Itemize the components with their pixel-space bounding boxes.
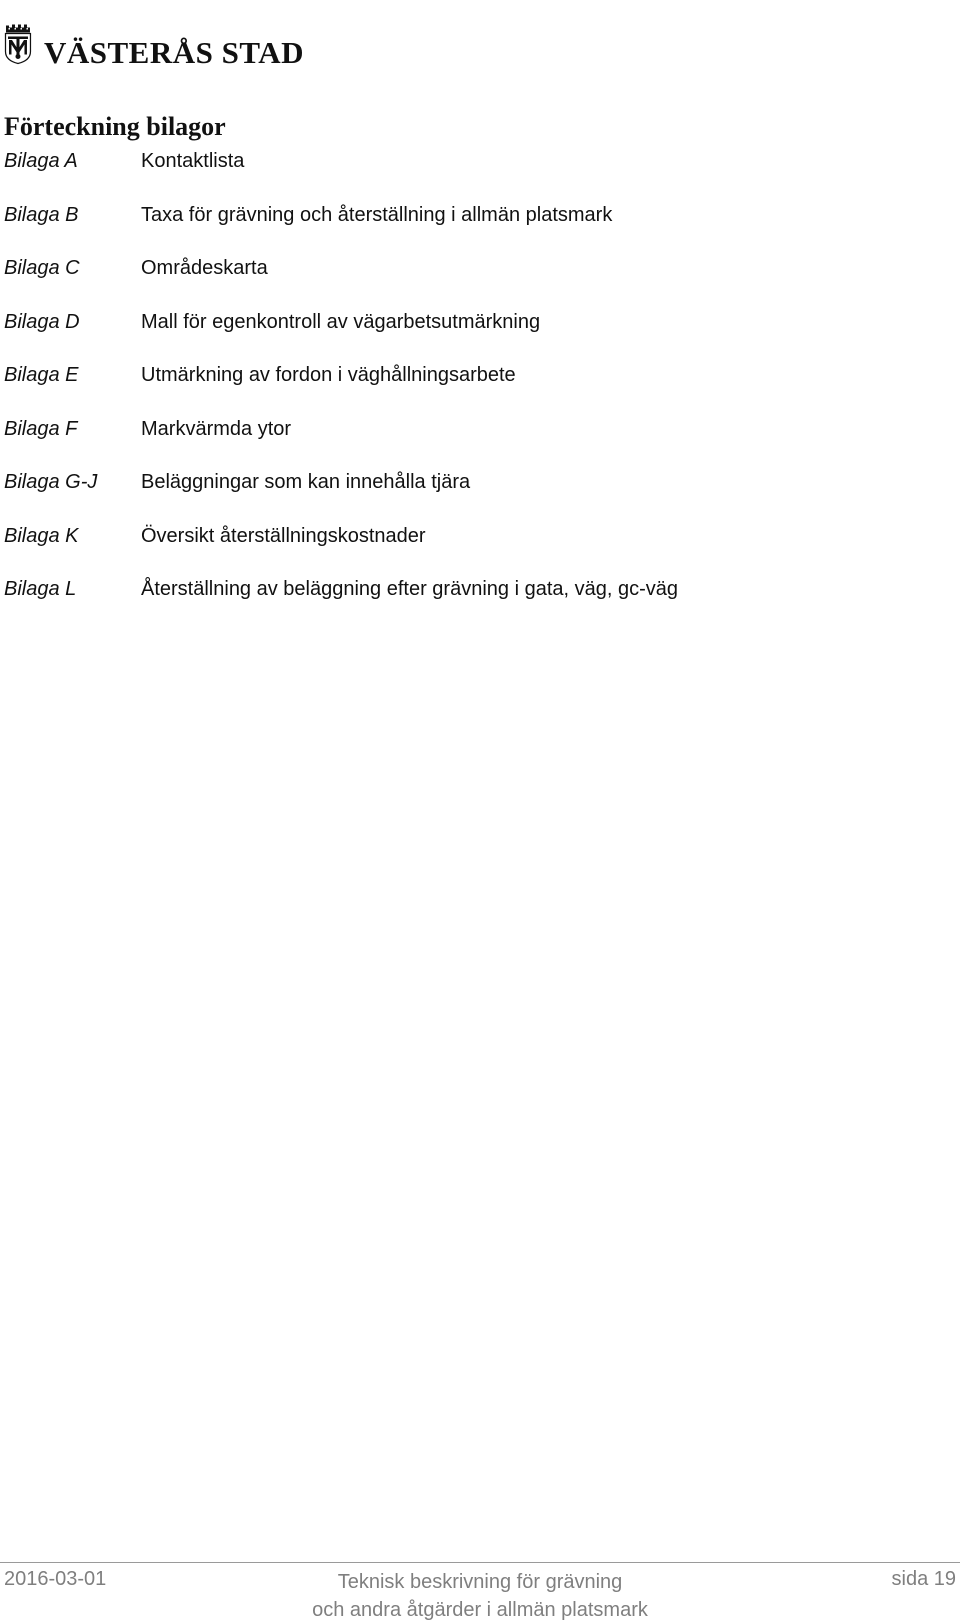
footer-title-line-2: och andra åtgärder i allmän platsmark: [312, 1599, 648, 1621]
footer-date: 2016-03-01: [4, 1568, 107, 1590]
attachment-title: Områdeskarta: [141, 257, 268, 279]
footer-document-title: [0, 1568, 960, 1624]
footer-divider: [0, 1562, 960, 1563]
attachment-code: Bilaga D: [4, 310, 80, 333]
footer-page-number: sida 19: [891, 1568, 956, 1590]
attachment-code: Bilaga L: [4, 578, 77, 600]
attachment-row: [0, 523, 960, 577]
attachment-title: Kontaktlista: [141, 150, 245, 172]
attachment-row: [0, 255, 960, 309]
attachment-title: Översikt återställningskostnader: [141, 524, 426, 547]
attachment-code: Bilaga B: [4, 203, 79, 226]
attachment-row: [0, 309, 960, 363]
attachment-title: Taxa för grävning och återställning i allmän platsmark: [141, 203, 613, 226]
attachment-code: Bilaga K: [4, 524, 79, 547]
attachment-row: [0, 362, 960, 416]
vasteras-city-crest-icon: [4, 3, 32, 85]
attachment-row: [0, 202, 960, 256]
attachment-code: Bilaga F: [4, 417, 78, 440]
attachment-list: [0, 148, 960, 630]
page-heading: Förteckning bilagor: [4, 112, 226, 141]
attachment-title: Utmärkning av fordon i väghållningsarbete: [141, 364, 516, 386]
attachment-row: [0, 469, 960, 523]
attachment-title: Återställning av beläggning efter grävning i gata, väg, gc-väg: [141, 578, 679, 600]
footer-title-line-1: Teknisk beskrivning för grävning: [337, 1571, 623, 1593]
attachment-code: Bilaga A: [4, 150, 78, 172]
attachment-title: Markvärmda ytor: [141, 417, 292, 440]
attachment-code: Bilaga G-J: [4, 471, 98, 493]
attachment-row: [0, 576, 960, 630]
attachment-title: Beläggningar som kan innehålla tjära: [141, 471, 471, 493]
city-logo: [4, 2, 304, 86]
attachment-code: Bilaga E: [4, 364, 79, 386]
attachment-code: Bilaga C: [4, 257, 80, 279]
attachment-row: [0, 416, 960, 470]
attachment-title: Mall för egenkontroll av vägarbetsutmärkning: [141, 310, 541, 333]
attachment-row: [0, 148, 960, 202]
logo-text: VÄSTERÅS STAD: [43, 35, 304, 70]
